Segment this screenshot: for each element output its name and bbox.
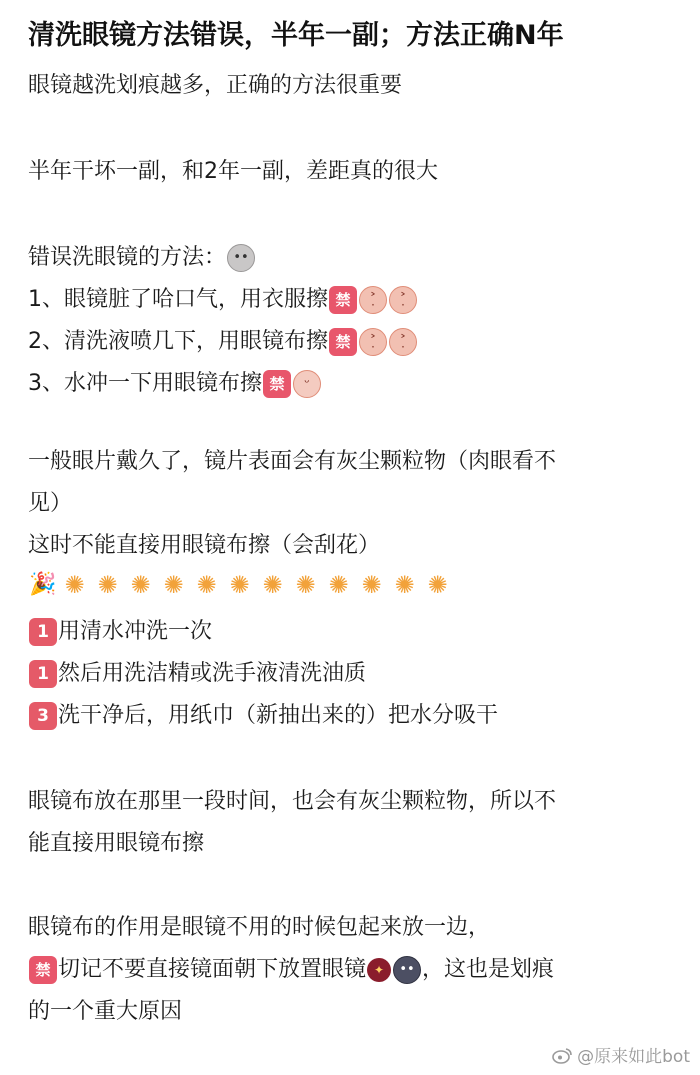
usage-text-1: 眼镜布的作用是眼镜不用的时候包起来放一边， <box>28 915 491 940</box>
gray-blob-face-icon: •• <box>227 244 255 272</box>
firework-icon: ✺ <box>229 571 250 599</box>
wrong-item-text: 3、水冲一下用眼镜布擦 <box>28 371 262 396</box>
dust-line-2 <box>28 486 680 522</box>
wrong-item-1 <box>28 282 680 318</box>
dust-text-2: 见） <box>28 491 73 516</box>
crying-face-icon: ˃̣ <box>389 328 417 356</box>
wrong-item-text: 2、清洗液喷几下，用眼镜布擦 <box>28 329 328 354</box>
firework-icon: ✺ <box>97 571 118 599</box>
cloth-line-1 <box>28 784 680 820</box>
step-2 <box>28 656 680 692</box>
cloth-text-2: 能直接用眼镜布擦 <box>28 831 205 856</box>
usage-line-1 <box>28 910 680 946</box>
firework-icon: ✺ <box>361 571 382 599</box>
step-1 <box>28 614 680 650</box>
crying-face-icon: ˃̣ <box>389 286 417 314</box>
ban-sticker-icon: 禁 <box>29 956 57 984</box>
watermark-text: @原来如此bot <box>577 1047 690 1067</box>
wrong-heading-line <box>28 240 680 276</box>
dust-text-3: 这时不能直接用眼镜布擦（会刮花） <box>28 533 381 558</box>
dust-line-1 <box>28 444 680 480</box>
wrong-heading: 错误洗眼镜的方法： <box>28 245 227 270</box>
wrong-item-text: 1、眼镜脏了哈口气，用衣服擦 <box>28 287 328 312</box>
bomb-icon: ✦ <box>367 958 391 982</box>
firework-icon: ✺ <box>295 571 316 599</box>
wrong-item-3 <box>28 366 680 402</box>
firework-icon: ✺ <box>262 571 283 599</box>
usage-text-3: 的一个重大原因 <box>28 999 183 1024</box>
party-popper-icon: 🎉 <box>29 572 57 597</box>
firework-icon: ✺ <box>130 571 151 599</box>
number-badge-icon: 1 <box>29 660 57 688</box>
intro-line-2 <box>28 154 680 190</box>
firework-icon: ✺ <box>196 571 217 599</box>
step-text: 洗干净后，用纸巾（新抽出来的）把水分吸干 <box>58 703 499 728</box>
cloth-line-2 <box>28 826 680 862</box>
step-text: 用清水冲洗一次 <box>58 619 213 644</box>
usage-text-2-tail: ，这也是划痕 <box>422 957 555 982</box>
cloth-text-1: 眼镜布放在那里一段时间，也会有灰尘颗粒物，所以不 <box>28 789 557 814</box>
ban-sticker-icon: 禁 <box>329 286 357 314</box>
number-badge-icon: 3 <box>29 702 57 730</box>
firework-icon: ✺ <box>394 571 415 599</box>
firework-icon: ✺ <box>64 571 85 599</box>
step-3 <box>28 698 680 734</box>
firework-row <box>28 570 680 600</box>
dust-text-1: 一般眼片戴久了，镜片表面会有灰尘颗粒物（肉眼看不 <box>28 449 557 474</box>
usage-text-2: 切记不要直接镜面朝下放置眼镜 <box>58 957 367 982</box>
sweat-face-icon: ᵕ <box>293 370 321 398</box>
number-badge-icon: 1 <box>29 618 57 646</box>
usage-line-2 <box>28 952 680 988</box>
watermark <box>551 1042 690 1067</box>
post-title: 清洗眼镜方法错误，半年一副；方法正确N年 <box>28 20 564 51</box>
crying-face-icon: ˃̣ <box>359 328 387 356</box>
intro-line-1 <box>28 68 680 104</box>
step-text: 然后用洗洁精或洗手液清洗油质 <box>58 661 367 686</box>
weibo-icon <box>551 1046 573 1064</box>
firework-icon: ✺ <box>328 571 349 599</box>
intro-text-2: 半年干坏一副，和2年一副，差距真的很大 <box>28 159 438 184</box>
crying-face-icon: ˃̣ <box>359 286 387 314</box>
intro-text-1: 眼镜越洗划痕越多，正确的方法很重要 <box>28 73 403 98</box>
dust-line-3 <box>28 528 680 564</box>
ban-sticker-icon: 禁 <box>263 370 291 398</box>
usage-line-3 <box>28 994 680 1030</box>
firework-icon: ✺ <box>163 571 184 599</box>
wrong-item-2 <box>28 324 680 360</box>
firework-icon: ✺ <box>427 571 448 599</box>
ban-sticker-icon: 禁 <box>329 328 357 356</box>
dark-face-icon: •• <box>393 956 421 984</box>
